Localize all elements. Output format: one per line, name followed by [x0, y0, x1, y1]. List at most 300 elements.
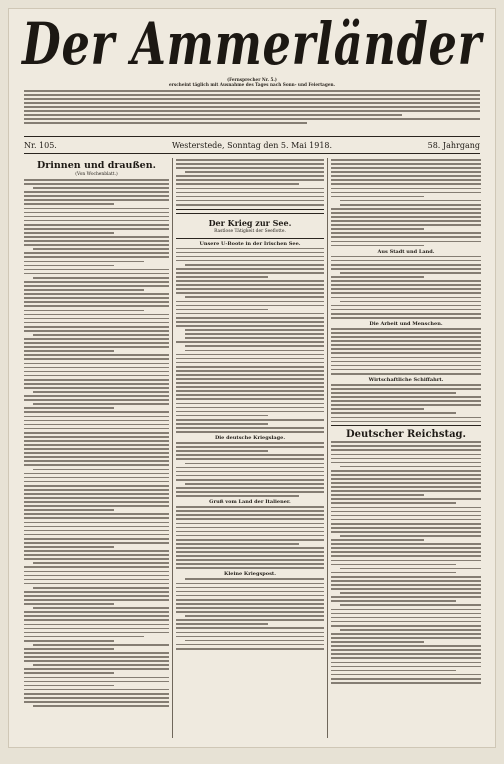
text-line [331, 449, 481, 451]
text-line [24, 261, 144, 263]
text-line [176, 535, 324, 537]
text-line [33, 562, 169, 564]
text-line [185, 264, 324, 266]
text-line [176, 411, 324, 413]
text-line [176, 454, 324, 456]
text-line [24, 534, 169, 536]
text-line [331, 340, 481, 342]
text-line [24, 615, 169, 617]
text-line [24, 701, 169, 703]
text-line [24, 224, 169, 226]
text-line [331, 328, 481, 330]
text-line [24, 473, 169, 475]
text-line [331, 458, 481, 460]
text-line [331, 588, 481, 590]
text-line [331, 600, 456, 602]
text-line [24, 208, 169, 210]
text-line [176, 419, 324, 421]
text-line [331, 317, 481, 319]
text-line [331, 621, 481, 623]
text-line [176, 390, 324, 392]
text-line [331, 576, 481, 578]
text-line [24, 346, 169, 348]
text-line [331, 580, 481, 582]
text-line [176, 583, 324, 585]
info-phone: (Fernsprecher Nr. 5.) [227, 77, 277, 82]
text-line [24, 436, 169, 438]
text-line [176, 276, 268, 278]
masthead [18, 14, 486, 76]
text-line [24, 228, 169, 230]
text-line [24, 542, 169, 544]
text-line [176, 446, 324, 448]
text-line [176, 495, 299, 497]
text-line [331, 361, 481, 363]
text-line [331, 284, 481, 286]
text-line [331, 276, 424, 278]
text-line [24, 566, 169, 568]
text-line [331, 224, 481, 226]
text-line [24, 212, 169, 214]
text-line [33, 187, 169, 189]
text-line [331, 474, 481, 476]
text-line [185, 333, 324, 335]
text-line [24, 591, 169, 593]
column-3-top-body [331, 159, 481, 246]
text-line [24, 456, 169, 458]
text-line [331, 344, 481, 346]
text-line [331, 645, 481, 647]
text-line [24, 440, 169, 442]
text-line [176, 450, 268, 452]
text-line [331, 507, 481, 509]
text-line [331, 216, 481, 218]
section-greeting: Gruß vom Land der Italiener. [209, 499, 291, 506]
text-line [331, 357, 481, 359]
text-line [176, 531, 324, 533]
text-line [33, 705, 169, 707]
text-line [24, 526, 169, 528]
section-shipping: Wirtschaftliche Schiffahrt. [368, 376, 444, 383]
bottom-rule [24, 153, 480, 154]
text-line [331, 637, 481, 639]
dateline [24, 139, 480, 152]
text-line [176, 260, 324, 262]
text-line [176, 623, 268, 625]
text-line [331, 445, 481, 447]
text-line [24, 681, 169, 683]
text-line [33, 607, 169, 609]
text-line [331, 220, 481, 222]
text-line [176, 248, 324, 250]
text-line [331, 348, 481, 350]
text-line [33, 587, 169, 589]
text-line [176, 192, 324, 194]
text-line [331, 609, 481, 611]
text-line [331, 674, 481, 676]
text-line [331, 470, 481, 472]
text-line [24, 383, 169, 385]
text-line [24, 367, 169, 369]
text-line [24, 387, 169, 389]
text-line [331, 408, 424, 410]
text-line [176, 366, 324, 368]
text-line [24, 240, 169, 242]
text-line [185, 329, 324, 331]
text-line [331, 280, 481, 282]
text-line [24, 477, 169, 479]
text-line [33, 277, 169, 279]
text-line [331, 633, 481, 635]
text-line [33, 248, 169, 250]
local-news-body [331, 256, 481, 319]
volume-year: 58. Jahrgang [427, 141, 480, 150]
text-line [24, 648, 114, 650]
text-line [331, 256, 481, 258]
text-line [331, 228, 424, 230]
text-line [331, 179, 481, 181]
text-line [176, 382, 324, 384]
text-line [176, 321, 324, 323]
text-line [24, 619, 169, 621]
war-at-sea-header [176, 213, 324, 239]
text-line [185, 640, 324, 642]
text-line [331, 352, 481, 354]
text-line [24, 399, 169, 401]
top-rule [24, 136, 480, 137]
war-situation-body [176, 442, 324, 497]
text-line [340, 535, 481, 537]
text-line [24, 411, 169, 413]
text-line [331, 245, 424, 247]
text-line [24, 428, 169, 430]
text-line [185, 578, 324, 580]
text-line [24, 420, 169, 422]
article-body [24, 179, 169, 707]
text-line [176, 487, 324, 489]
text-line [24, 416, 169, 418]
text-line [24, 183, 169, 185]
text-line [176, 648, 324, 650]
text-line [331, 309, 481, 311]
text-line [331, 163, 481, 165]
text-line [24, 379, 169, 381]
text-line [24, 448, 169, 450]
text-line [176, 183, 299, 185]
text-line [331, 159, 481, 161]
text-line [24, 656, 169, 658]
text-line [176, 591, 324, 593]
text-line [24, 330, 169, 332]
text-line [331, 392, 456, 394]
text-line [185, 483, 324, 485]
greeting-body [176, 506, 324, 569]
text-line [176, 163, 324, 165]
text-line [331, 462, 481, 464]
text-line [176, 427, 324, 429]
text-line [176, 175, 324, 177]
work-people-body [331, 328, 481, 375]
text-line [176, 196, 324, 198]
text-line [24, 179, 169, 181]
text-line [176, 370, 324, 372]
text-line [331, 384, 481, 386]
text-line [331, 531, 481, 533]
text-line [24, 395, 169, 397]
text-line [176, 256, 324, 258]
text-line [24, 322, 169, 324]
text-line [24, 693, 169, 695]
text-line [176, 341, 324, 343]
text-line [24, 358, 169, 360]
text-line [33, 644, 169, 646]
text-line [331, 502, 456, 504]
text-line [331, 241, 481, 243]
text-line [331, 212, 481, 214]
text-line [24, 203, 114, 205]
text-line [176, 313, 324, 315]
text-line [24, 697, 169, 699]
text-line [176, 378, 324, 380]
masthead-title-svg [18, 14, 486, 76]
text-line [331, 494, 424, 496]
text-line [176, 619, 324, 621]
text-line [176, 284, 324, 286]
text-line [331, 192, 481, 194]
column-rule-2 [327, 158, 328, 738]
text-line [331, 441, 481, 443]
text-line [24, 685, 114, 687]
text-line [331, 373, 481, 375]
text-line [24, 636, 144, 638]
text-line [24, 199, 169, 201]
text-line [33, 403, 169, 405]
section-war-situation: Die deutsche Kriegslage. [214, 435, 286, 442]
text-line [176, 280, 324, 282]
text-line [331, 171, 481, 173]
text-line [24, 628, 169, 630]
text-line [331, 653, 481, 655]
text-line [24, 350, 114, 352]
text-line [24, 571, 169, 573]
text-line [24, 558, 169, 560]
text-line [331, 454, 481, 456]
text-line [331, 417, 481, 419]
text-line [24, 603, 114, 605]
text-line [24, 424, 169, 426]
text-line [331, 183, 481, 185]
shipping-body [331, 384, 481, 422]
text-line [176, 317, 324, 319]
text-line [331, 365, 481, 367]
text-line [331, 539, 424, 541]
text-line [24, 375, 169, 377]
text-line [24, 501, 169, 503]
text-line [340, 301, 481, 303]
text-line [331, 396, 481, 398]
text-line [176, 595, 324, 597]
text-line [331, 625, 481, 627]
text-line [331, 523, 481, 525]
text-line [331, 478, 481, 480]
text-line [331, 175, 481, 177]
text-line [331, 196, 424, 198]
article-body-continued [176, 159, 324, 206]
text-line [176, 587, 324, 589]
text-line [176, 563, 324, 565]
text-line [24, 191, 169, 193]
article-heading: Drinnen und draußen. [37, 160, 156, 171]
text-line [176, 543, 299, 545]
text-line [24, 342, 169, 344]
text-line [340, 200, 481, 202]
text-line [331, 560, 481, 562]
text-line [176, 386, 324, 388]
column-rule-1 [172, 158, 173, 738]
text-line [176, 268, 324, 270]
text-line [24, 599, 169, 601]
text-line [185, 296, 324, 298]
text-line [176, 636, 324, 638]
text-line [176, 272, 324, 274]
section-u-boats: Unsere U-Boote in der Irischen See. [199, 240, 301, 247]
text-line [176, 442, 324, 444]
text-line [176, 167, 324, 169]
text-line [331, 369, 481, 371]
info-body-lines [24, 90, 480, 124]
text-line [24, 407, 114, 409]
text-line [176, 374, 324, 376]
text-line [24, 269, 169, 271]
text-line [24, 236, 169, 238]
text-line [24, 550, 169, 552]
text-line [24, 363, 169, 365]
info-schedule: erscheint täglich mit Ausnahme des Tages nach Sonn- und Feiertagen. [169, 81, 335, 87]
text-line [176, 607, 324, 609]
text-line [331, 264, 481, 266]
text-line [176, 252, 324, 254]
text-line [176, 159, 324, 161]
issue-date: Westerstede, Sonntag den 5. Mai 1918. [171, 141, 333, 150]
text-line [176, 358, 324, 360]
text-line [340, 568, 481, 570]
text-line [176, 567, 324, 569]
text-line [24, 546, 114, 548]
text-line [331, 572, 456, 574]
text-line [33, 391, 169, 393]
section-local-news: Aus Stadt und Land. [377, 248, 435, 255]
text-line [331, 641, 424, 643]
reichstag-heading: Deutscher Reichstag. [345, 429, 467, 441]
text-line [24, 497, 169, 499]
text-line [176, 403, 324, 405]
text-line [331, 678, 481, 680]
text-line [33, 664, 169, 666]
text-line [176, 506, 324, 508]
text-line [24, 668, 169, 670]
text-line [331, 404, 481, 406]
text-line [331, 167, 481, 169]
text-line [331, 547, 481, 549]
text-line [24, 444, 169, 446]
text-line [176, 467, 324, 469]
masthead-title: Der Ammerländer [20, 14, 485, 76]
text-line [176, 305, 324, 307]
text-line [176, 611, 324, 613]
newspaper-page [8, 8, 496, 748]
text-line [24, 485, 169, 487]
text-line [176, 491, 324, 493]
text-line [185, 345, 324, 347]
text-line [176, 325, 324, 327]
text-line [331, 515, 481, 517]
text-line [340, 204, 481, 206]
text-line [24, 338, 169, 340]
text-line [24, 310, 144, 312]
text-line [331, 336, 481, 338]
text-line [331, 490, 481, 492]
text-line [185, 337, 324, 339]
text-line [331, 613, 481, 615]
war-at-sea-subheading: Rastlose Tätigkeit der Seeflotte. [214, 228, 286, 234]
text-line [331, 236, 481, 238]
text-line [24, 216, 169, 218]
text-line [331, 519, 481, 521]
text-line [176, 603, 324, 605]
text-line [24, 244, 169, 246]
section-war-post: Kleine Kriegspost. [224, 571, 276, 578]
text-line [331, 288, 481, 290]
text-line [176, 599, 324, 601]
text-line [24, 195, 169, 197]
text-line [331, 486, 481, 488]
section-work-people: Die Arbeit und Menschen. [369, 320, 443, 327]
text-line [331, 511, 481, 513]
text-line [24, 481, 169, 483]
text-line [24, 505, 169, 507]
text-line [176, 523, 324, 525]
text-line [33, 469, 169, 471]
text-line [185, 615, 324, 617]
text-line [176, 458, 324, 460]
text-line [24, 326, 169, 328]
info-block [24, 78, 480, 127]
text-line [176, 288, 324, 290]
text-line [24, 314, 169, 316]
text-line [176, 301, 324, 303]
text-line [331, 305, 481, 307]
text-line [176, 188, 324, 190]
text-line [176, 527, 324, 529]
text-line [331, 564, 456, 566]
text-line [331, 260, 481, 262]
text-line [176, 354, 324, 356]
text-line [24, 297, 169, 299]
text-line [24, 611, 169, 613]
text-line [331, 188, 481, 190]
column-1 [24, 158, 169, 738]
text-line [24, 595, 169, 597]
column-3 [331, 158, 481, 738]
text-line [331, 232, 481, 234]
text-line [24, 371, 169, 373]
text-line [24, 530, 169, 532]
text-line [24, 579, 169, 581]
text-line [24, 305, 169, 307]
text-line [176, 514, 324, 516]
text-line [176, 547, 324, 549]
text-line [24, 318, 169, 320]
